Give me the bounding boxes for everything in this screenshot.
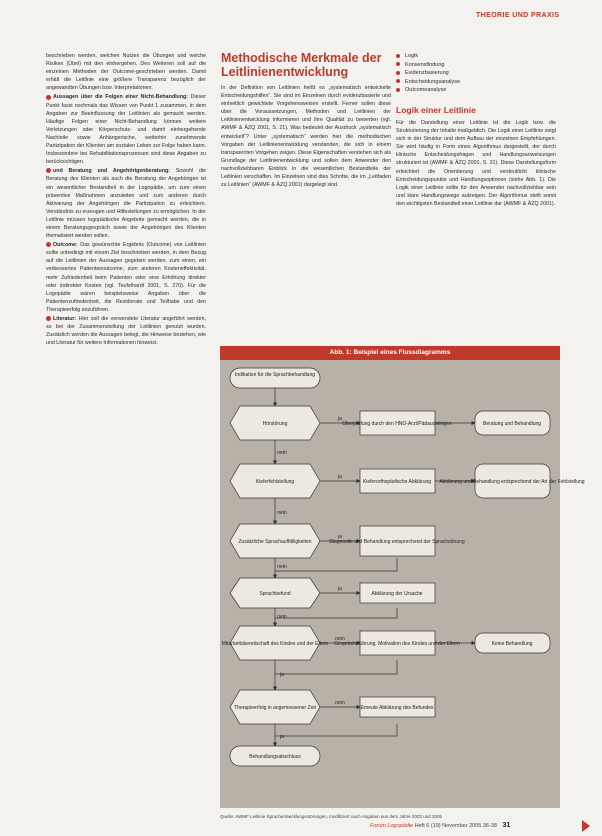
bullet-icon [46,242,51,247]
flow-action-6-label: Erneute Abklärung des Befundes [360,705,434,711]
bullet-icon [46,95,51,100]
flow-action-4-label: Abklärung der Ursache [371,591,423,597]
left-paragraph-2 [46,93,206,166]
next-page-arrow-icon [582,820,590,832]
flow-result-2-label: Abklärung und Behandlung entsprechend der Art der Fehlstellung [439,479,585,485]
middle-column [221,52,391,189]
left-column [46,52,206,348]
left-paragraph-3-text: Sowohl die Beratung des Klienten als auch die Beratung der Angehörigen ist ein wesentlicher Bestandteil in der Logopädie, um zum einen präventive Maßnahmen anzuleiten und zum anderen durch Aktivierung der Angehörigen die Partizipation zu erleichtern. Verständnis zu erzeugen und Hilfestellungen zu ermöglichen. In der Leitlinie müssen logopädische Angebote gemacht werden, die in einem Beratungsgespräch sowie der Angehörigen des Klienten thematisiert werden sollen. [46,168,206,240]
left-paragraph-3-lead: und Beratung und Angehörigenberatung: [53,168,170,175]
flow-action-2-label: Kieferorthopädische Abklärung [362,479,432,485]
flow-decision-5-label: Mitarbeitsbereitschaft des Kindes und der Eltern [221,641,329,647]
flow-action-3-label: Diagnostik und Behandlung entsprechend der Sprachstörung [329,539,465,545]
flow-action-5-label: Gesprächsführung, Motivation des Kindes und der Eltern [334,641,460,647]
flow-decision-3-label: Zusätzliche Sprachauffälligkeiten [238,539,312,545]
flow-no-label: nein [277,614,287,620]
left-paragraph-2-lead: Aussagen über die Folgen einer Nicht-Behandlung: [53,94,189,101]
flow-no-label: nein [277,450,287,456]
flow-action-1-label: Überprüfung durch den HNO-Arzt/Pädaudiologen [342,421,452,427]
list-item: Entscheidungsanalyse [396,78,556,87]
flow-yes-label: ja [338,416,342,422]
flow-no-label: nein [335,636,345,642]
page-footer [370,822,510,829]
flow-decision-1-label: Hörstörung [262,421,288,427]
flow-no-label: nein [335,700,345,706]
figure-caption: Quelle: AWMF Leitlinie Sprachentwicklungsstörungen, modifiziert nach Angaben aus dem Jahre 2003 und 2005 [220,814,442,819]
journal-brand: Forum Logopädie [370,823,414,829]
flowchart-figure [220,346,585,808]
left-paragraph-2-text: Dieser Punkt fasst nochmals das Wissen von Punkt 1 zusammen, in dem Angaben zur Beeinflussung der Leitlinien als gemacht werden. Häufige Folgen einer Nicht-Behandlung können weitere Verletzungen oder Körperschutz- und damit einhergehende Nachteile sowie Anhängerische, weiterhin zunehmende Partizipation der Klienten am sozialen Leben zur Folge haben kann. Insbesondere bei Rehabilitationsprozessen sind diese Angaben zu berücksichtigen. [46,94,206,166]
flow-yes-label: ja [338,586,342,592]
flow-yes-label: ja [338,534,342,540]
flow-end-label: Behandlungsabschluss [249,754,301,760]
left-paragraph-4 [46,241,206,314]
right-body: Für die Darstellung einer Leitlinie ist die Logik bzw. die Strukturierung der Inhalte maßgeblich. Die Logik einer Leitlinie zeigt sich in der Struktur und dem Aufbau der einzelnen Empfehlungen. Sie wird häufig in Form eines Algorithmus dargestellt, der durch klinische Entscheidungsfragen und Handlungsanweisungen strukturiert ist (AWMF & ÄZQ 2001, S. 21). Diese Darstellungsform erleichtert die Orientierung und verdeutlicht klinische Entscheidungspunkte und Handlungsoptionen (siehe Abb. 1). Die Logik einer Leitlinie sollte für den Anwender nachvollziehbar sein und klare Handlungswege aufzeigen. Der Algorithmus stellt somit den wichtigsten Bestandteil einer Leitlinie dar (AWMF & ÄZQ 2001). [396,119,556,207]
flow-decision-4-label: Sprachbefund [259,591,291,597]
flow-result-1-label: Beratung und Behandlung [482,421,542,427]
left-paragraph-5 [46,315,206,347]
flow-yes-label: ja [338,474,342,480]
flowchart-svg [220,346,585,808]
section-title: Methodische Merkmale der Leitlinienentwicklung [221,51,382,79]
flow-start-label: Indikation für die Sprachbehandlung [234,372,316,378]
left-paragraph-5-lead: Literatur: [53,316,77,322]
subsection-title: Logik einer Leitlinie [396,104,476,115]
flow-decision-2-label: Kieferfehlstellung [255,479,295,485]
bullet-icon [46,168,51,173]
right-column [396,52,556,208]
left-paragraph-1: beschrieben werden, welchen Nutzen die Übungen und welche Risiken (Übel) mit den einhergehen. Des Weiteren soll auf die einzelnen Methoden der Outcome-geschrieben werden. Damit erhält die Leitlinie eine größere Transparenz bezüglich der angewandten Übungen bzw. Interpretationen. [46,53,206,92]
middle-body: In der Definition von Leitlinien heißt es „systematisch entwickelte Entscheidungshilfen“. Sie sind im Einzelnen durch evidenzbasierte und einheitlich gewichtete Vorgehensweisen erstellt. Ferner sollen diese über die Voraussetzungen, Methoden und Leitlinien der Leitlinienentwicklung informieren und ihre Qualität zu bewerten (vgl. AWMF & ÄZQ 2001, S. 21). Was bedeutet der Ausdruck „systematisch entwickelt“? Unter „systematisch“ werden hier die methodischen Vorgaben der Leitlinienentwicklung verstanden, die sich in einem transparenten Vorgehen zeigen. Diese Eigenschaften verstehen sich als Grundlage der Leitlinienentwicklung und sollen dem Anwender den nachvollziehbaren Einblick in die wesentlichen Bestandteile der Leitlinien verschaffen. Im Einzelnen sind dies Schritte, die im „Leitfaden zu Leitlinien“ (AWMF & ÄZQ 2001) dargelegt sind. [221,85,391,189]
left-paragraph-5-text: Hier soll die verwendete Literatur angeführt werden, so bei der Zusammenstellung der Leitlinien genutzt wurden. Zusätzlich werden die Aussagen belegt, die Hinweise beziehen, wie und Literatur für weitere Informationen hinweist. [46,316,206,347]
flow-yes-label: ja [280,734,284,740]
list-item: Outcomeanalyse [396,86,556,95]
flow-no-label: nein [277,564,287,570]
flow-start-terminal [230,368,320,388]
bullet-icon [46,316,51,321]
flow-no-label: nein [277,510,287,516]
list-item: Logik [396,52,556,61]
list-item: Konsensfindung [396,61,556,70]
left-paragraph-4-lead: Outcome: [53,242,78,249]
issue-info: Heft 6 (19) November 2005 36-38 [414,823,497,829]
left-paragraph-3 [46,167,206,240]
criteria-list [396,52,556,95]
flow-decision-6-label: Therapieerfolg in angemessener Zeit [234,705,316,711]
flow-yes-label: ja [280,672,284,678]
section-header: THEORIE UND PRAXIS [476,12,560,19]
figure-title: Abb. 1: Beispiel eines Flussdiagramms [220,346,560,360]
left-paragraph-4-text: Das gewünschte Ergebnis (Outcome) von Leitlinien sollte unbedingt mit einem Ziel beschrieben werden, in dem Bezug auf die Leitlinien der Aussagen gegeben werden, zum einen, ein verbessertes Patientenoutcome, zum anderen Kosteneffektivität, mehr Zufriedenheit beim Patienten oder eine Erhöhung direkter oder indirekter Kosten (vgl. Teufelhardt 2001, S. 270). Für die Logopädie wären beispielsweise Angaben über die Patientenzufriedenheit, die Rezidivrate und Teilhabe und den Therapieerfolg anzuführen. [46,242,206,313]
page-number: 31 [502,822,511,829]
list-item: Evidenzbasierung [396,69,556,78]
flow-result-5-label: Keine Behandlung [491,641,533,647]
